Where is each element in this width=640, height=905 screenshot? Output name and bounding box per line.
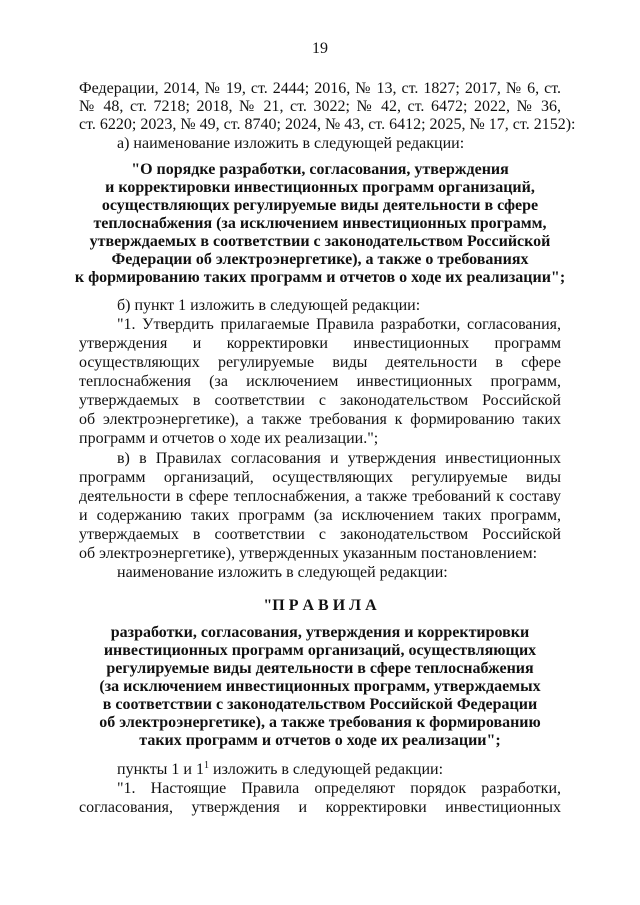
title-line: таких программ и отчетов о ходе их реализации"; (139, 732, 501, 749)
text-fragment: изложить в следующей редакции: (209, 761, 444, 778)
title-line: Федерации об электроэнергетике), а также о требованиях (111, 251, 529, 268)
title-line: в соответствии с законодательством Российской Федерации (102, 696, 538, 713)
text-line: утверждаемых в соответствии с законодательством Российской (79, 392, 561, 409)
title-line: "О порядке разработки, согласования, утверждения (131, 161, 509, 178)
rules-heading: "П Р А В И Л А (263, 597, 377, 614)
text-line: а) наименование изложить в следующей редакции: (117, 135, 465, 152)
title-line: инвестиционных программ организаций, осуществляющих (103, 642, 537, 659)
text-line: б) пункт 1 изложить в следующей редакции: (117, 297, 421, 314)
text-line: наименование изложить в следующей редакции: (117, 564, 448, 581)
text-line: об электроэнергетике), утвержденных указанным постановлением: (79, 545, 538, 562)
title-line: об электроэнергетике), а также требования к формированию (99, 714, 541, 731)
text-line: "1. Утвердить прилагаемые Правила разработки, согласования, (117, 316, 561, 333)
title-line: осуществляющих регулируемые виды деятельности в сфере (101, 197, 539, 214)
title-line: теплоснабжения (за исключением инвестиционных программ, (93, 215, 547, 232)
text-line: программ организаций, осуществляющих регулируемые виды (79, 469, 561, 486)
text-line (117, 761, 561, 779)
text-line: согласования, утверждения и корректировки инвестиционных (79, 799, 561, 816)
text-line: № 48, ст. 7218; 2018, № 21, ст. 3022; № 42, ст. 6472; 2022, № 36, (79, 98, 561, 115)
text-line: Федерации, 2014, № 19, ст. 2444; 2016, № 13, ст. 1827; 2017, № 6, ст. (79, 80, 561, 97)
title-line: к формированию таких программ и отчетов о ходе их реализации"; (74, 269, 566, 286)
text-line: ст. 6220; 2023, № 49, ст. 8740; 2024, № 43, ст. 6412; 2025, № 17, ст. 2152): (79, 116, 576, 133)
text-fragment: пункты 1 и 1 (117, 761, 204, 778)
superscript: 1 (204, 760, 209, 771)
text-line: и содержанию таких программ (за исключением таких программ, (79, 507, 561, 524)
text-line: теплоснабжения (за исключением инвестиционных программ, (79, 373, 561, 390)
title-line: утверждаемых в соответствии с законодательством Российской (89, 233, 551, 250)
title-line: и корректировки инвестиционных программ организаций, (105, 179, 535, 196)
text-line: утверждаемых в соответствии с законодательством Российской (79, 526, 561, 543)
title-line: (за исключением инвестиционных программ, утверждаемых (99, 678, 541, 695)
title-line: регулируемые виды деятельности в сфере теплоснабжения (106, 660, 534, 677)
text-line: деятельности в сфере теплоснабжения, а также требований к составу (79, 488, 561, 505)
text-line: осуществляющих регулируемые виды деятельности в сфере (79, 354, 561, 371)
text-line: утверждения и корректировки инвестиционных программ (79, 335, 561, 352)
page-number: 19 (312, 40, 328, 57)
text-line: программ и отчетов о ходе их реализации."; (79, 430, 379, 447)
title-line: разработки, согласования, утверждения и корректировки (110, 624, 530, 641)
text-line: в) в Правилах согласования и утверждения инвестиционных (117, 450, 561, 467)
text-line: об электроэнергетике), а также требования к формированию таких (79, 411, 561, 428)
text-line: "1. Настоящие Правила определяют порядок разработки, (117, 780, 561, 797)
